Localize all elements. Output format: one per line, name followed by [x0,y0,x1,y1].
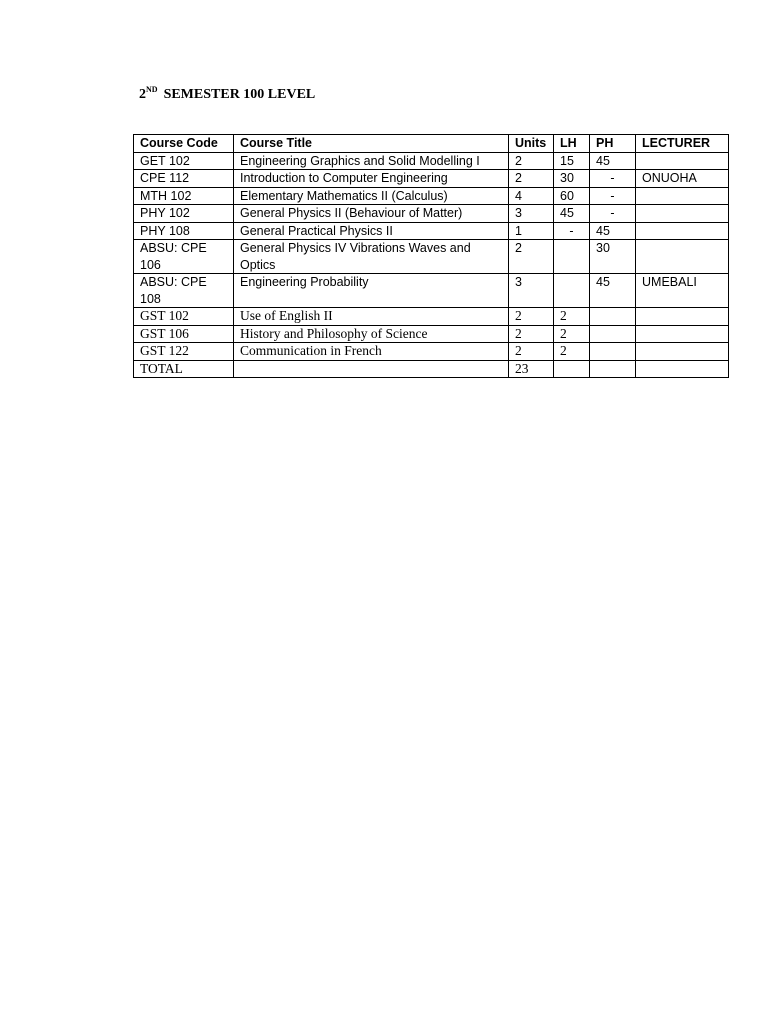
cell-lecturer [636,360,729,378]
cell-units: 3 [509,274,554,308]
cell-units: 2 [509,152,554,170]
cell-code: CPE 112 [134,170,234,188]
cell-lecturer [636,187,729,205]
header-ph: PH [590,135,636,153]
course-table [133,134,729,378]
cell-units: 3 [509,205,554,223]
table-row [134,152,729,170]
cell-units: 2 [509,308,554,326]
cell-ph: 45 [590,222,636,240]
cell-title: Engineering Probability [234,274,509,308]
heading-ordinal-number: 2 [139,87,146,102]
cell-title: Use of English II [234,308,509,326]
cell-code: GET 102 [134,152,234,170]
cell-ph [590,308,636,326]
cell-lh: 15 [554,152,590,170]
cell-units: 2 [509,325,554,343]
header-course-code: Course Code [134,135,234,153]
cell-title: General Physics II (Behaviour of Matter) [234,205,509,223]
cell-lh [554,240,590,274]
cell-lecturer [636,343,729,361]
header-lecturer: LECTURER [636,135,729,153]
cell-title: History and Philosophy of Science [234,325,509,343]
cell-lecturer [636,205,729,223]
cell-code: PHY 102 [134,205,234,223]
cell-lh: 2 [554,343,590,361]
cell-code: ABSU: CPE 106 [134,240,234,274]
table-total-row [134,360,729,378]
cell-ph: 45 [590,152,636,170]
table-row [134,240,729,274]
cell-lh: 45 [554,205,590,223]
cell-code: GST 122 [134,343,234,361]
table-row [134,325,729,343]
cell-ph [590,343,636,361]
cell-title: Engineering Graphics and Solid Modelling I [234,152,509,170]
cell-title: General Physics IV Vibrations Waves and Optics [234,240,509,274]
cell-ph [590,325,636,343]
cell-lh: 2 [554,325,590,343]
cell-lh [554,360,590,378]
cell-lecturer: UMEBALI [636,274,729,308]
cell-ph [590,360,636,378]
cell-title: General Practical Physics II [234,222,509,240]
cell-code: MTH 102 [134,187,234,205]
cell-code: GST 102 [134,308,234,326]
table-row [134,222,729,240]
table-row [134,343,729,361]
cell-lh [554,274,590,308]
table-row [134,170,729,188]
header-course-title: Course Title [234,135,509,153]
cell-title: Communication in French [234,343,509,361]
cell-title: Introduction to Computer Engineering [234,170,509,188]
cell-units: 2 [509,343,554,361]
cell-ph: - [590,170,636,188]
cell-ph: 45 [590,274,636,308]
page-heading [139,86,315,104]
cell-units: 2 [509,170,554,188]
cell-title: Elementary Mathematics II (Calculus) [234,187,509,205]
cell-lecturer [636,308,729,326]
cell-total-label: TOTAL [134,360,234,378]
cell-units: 1 [509,222,554,240]
cell-lh: 30 [554,170,590,188]
cell-lecturer [636,152,729,170]
cell-lh: - [554,222,590,240]
cell-code: GST 106 [134,325,234,343]
cell-units: 2 [509,240,554,274]
cell-total-units: 23 [509,360,554,378]
cell-lecturer [636,325,729,343]
cell-units: 4 [509,187,554,205]
cell-title [234,360,509,378]
table-row [134,308,729,326]
header-lh: LH [554,135,590,153]
cell-code: PHY 108 [134,222,234,240]
header-units: Units [509,135,554,153]
cell-lecturer: ONUOHA [636,170,729,188]
cell-code: ABSU: CPE 108 [134,274,234,308]
table-row [134,205,729,223]
heading-text: SEMESTER 100 LEVEL [163,87,316,102]
cell-lecturer [636,240,729,274]
cell-lh: 2 [554,308,590,326]
heading-ordinal-suffix: ND [146,85,158,94]
table-row [134,187,729,205]
cell-lh: 60 [554,187,590,205]
cell-ph: 30 [590,240,636,274]
table-row [134,274,729,308]
table-header-row [134,135,729,153]
cell-ph: - [590,187,636,205]
cell-ph: - [590,205,636,223]
cell-lecturer [636,222,729,240]
